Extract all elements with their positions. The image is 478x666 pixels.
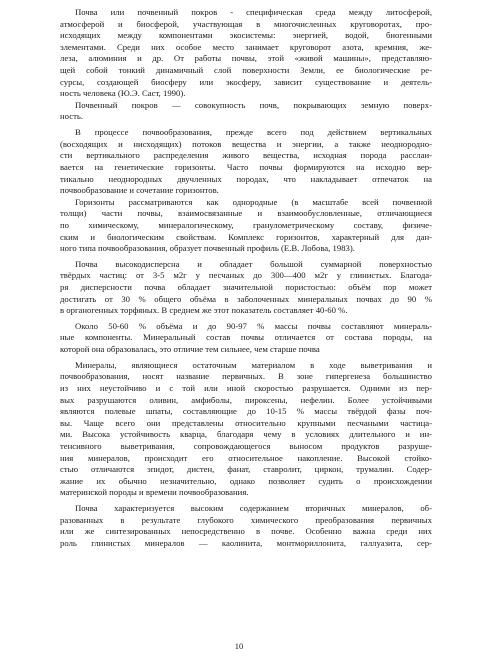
text-line: Минералы, являющиеся остаточным материалом в ходе выветривания и	[75, 359, 432, 370]
text-line: являются полевые шпаты, составляющие до 10-15 % массы твёрдой фазы поч-	[60, 406, 432, 417]
text-line: ми. Высока устойчивость кварца, благодаря чему в условиях длительного и ин-	[60, 429, 432, 440]
text-line: почвообразование и сочетание горизонтов.	[60, 185, 219, 196]
text-line: из них неустойчиво и с той или иной скоростью разрушается. Одними из пер-	[60, 382, 432, 393]
text-line: ность.	[60, 111, 83, 122]
text-line: стью отличаются эпидот, дистен, фанат, ставролит, циркон, трумалин. Содер-	[60, 464, 432, 475]
text-line: материнской породы и времени почвообразования.	[60, 487, 249, 498]
paragraph-soil-definition	[60, 7, 432, 100]
text-line: в органогенных торфяных. В среднем же этот показатель составляет 40-60 %.	[60, 305, 348, 316]
text-line: сти вертикального распределения живого вещества, исходная порода расслаи-	[60, 150, 432, 161]
text-line: Почва или почвенный покров - специфическая среда между литосферой,	[75, 7, 432, 17]
text-line: ния минералов, происходит его относительное накопление. Высокой стойко-	[60, 452, 432, 463]
text-line: Почва высокодисперсна и обладает большой суммарной поверхностью	[75, 258, 432, 269]
text-line: щей собой тонкий динамичный слой поверхности Земли, ее биологические ре-	[60, 65, 432, 76]
text-line: по химическому, минералогическому, гранулометрическому составу, физиче-	[60, 219, 432, 230]
text-line: ря дисперсности почва обладает значительной пористостью: объём пор может	[60, 282, 432, 293]
text-line: почвообразования, носят название первичных. В зоне гипергенеза большинство	[60, 371, 432, 382]
text-line: атмосферой и биосферой, участвующая в многочисленных круговоротах, про-	[60, 18, 432, 29]
text-line: (восходящих и нисходящих) потоков вещества и энергии, а также неоднородно-	[60, 138, 432, 149]
text-line: тикально неоднородных двучленных породах, что накладывает отпечаток на	[60, 173, 432, 184]
text-line: ные компоненты. Минеральный состав почвы отличается от состава породы, на	[60, 332, 432, 343]
text-line: ного типа почвообразования, образует почвенный профиль (Е.В. Лобова, 1983).	[60, 243, 355, 254]
text-line: Около 50-60 % объёма и до 90-97 % массы почвы составляют минераль-	[75, 320, 432, 331]
text-line: или же синтезированных непосредственно в почве. Особенно важна среди них	[60, 526, 432, 537]
text-line: достигать от 30 % общего объёма в заболоченных минеральных почвах до 90 %	[60, 293, 432, 304]
document-page	[60, 7, 432, 549]
text-line: леза, алюминия и др. От работы почвы, этой «живой машины», представляю-	[60, 53, 432, 64]
text-line: разованных в результате глубокого химического преобразования первичных	[60, 514, 432, 525]
paragraph-secondary-minerals	[60, 503, 432, 549]
paragraph-horizons	[60, 197, 432, 255]
page-number: 10	[234, 641, 244, 651]
text-line: исходящих между компонентами экосистемы: энергией, водой, биогенными	[60, 30, 432, 41]
text-line: В процессе почвообразования, прежде всего под действием вертикальных	[75, 127, 432, 138]
text-line: вается на генетические горизонты. Часто почвы формируются на исходно вер-	[60, 161, 432, 172]
text-line: толщи) части почвы, взаимосвязанные и взаимообусловленные, отличающиеся	[60, 208, 432, 219]
text-line: ность человека (Ю.Э. Саст, 1990).	[60, 88, 186, 99]
paragraph-primary-minerals	[60, 360, 432, 499]
text-line: Почва характеризуется высоким содержанием вторичных минералов, об-	[75, 502, 432, 513]
paragraph-soil-formation	[60, 127, 432, 197]
text-line: сурсы, создающей биосферу или экосферу, зависит существование и деятель-	[60, 76, 432, 87]
text-line: ским и биологическим свойствам. Комплекс горизонтов, характерный для дан-	[60, 231, 432, 242]
text-line: элементами. Среди них особое место занимает круговорот азота, кремния, же-	[60, 41, 432, 52]
paragraph-soil-cover	[60, 100, 432, 123]
text-line: которой она образовалась, это отличие тем сильнее, чем старше почва	[60, 344, 320, 355]
text-line: вых разрушаются оливин, амфиболы, пироксены, нефелин. Более устойчивыми	[60, 394, 432, 405]
paragraph-dispersion	[60, 259, 432, 317]
text-line: вы. Чаще всего они представлены относительно крупными песчаными частица-	[60, 417, 432, 428]
text-line: твёрдых частиц: от 3-5 м2г у песчаных до 300—400 м2г у глинистых. Благода-	[60, 270, 432, 281]
text-line: тенсивного выветривания, сопровождающегося выносом продуктов разруше-	[60, 440, 432, 451]
text-line: роль глинистых минералов — каолинита, монтмориллонита, галлуазита, сер-	[60, 537, 432, 548]
text-line: Почвенный покров — совокупность почв, покрывающих земную поверх-	[75, 99, 432, 110]
paragraph-mineral-components	[60, 321, 432, 356]
text-line: Горизонты рассматриваются как однородные (в масштабе всей почвенной	[75, 196, 432, 207]
text-line: жание их обычно незначительно, однако позволяет судить о происхождении	[60, 475, 432, 486]
